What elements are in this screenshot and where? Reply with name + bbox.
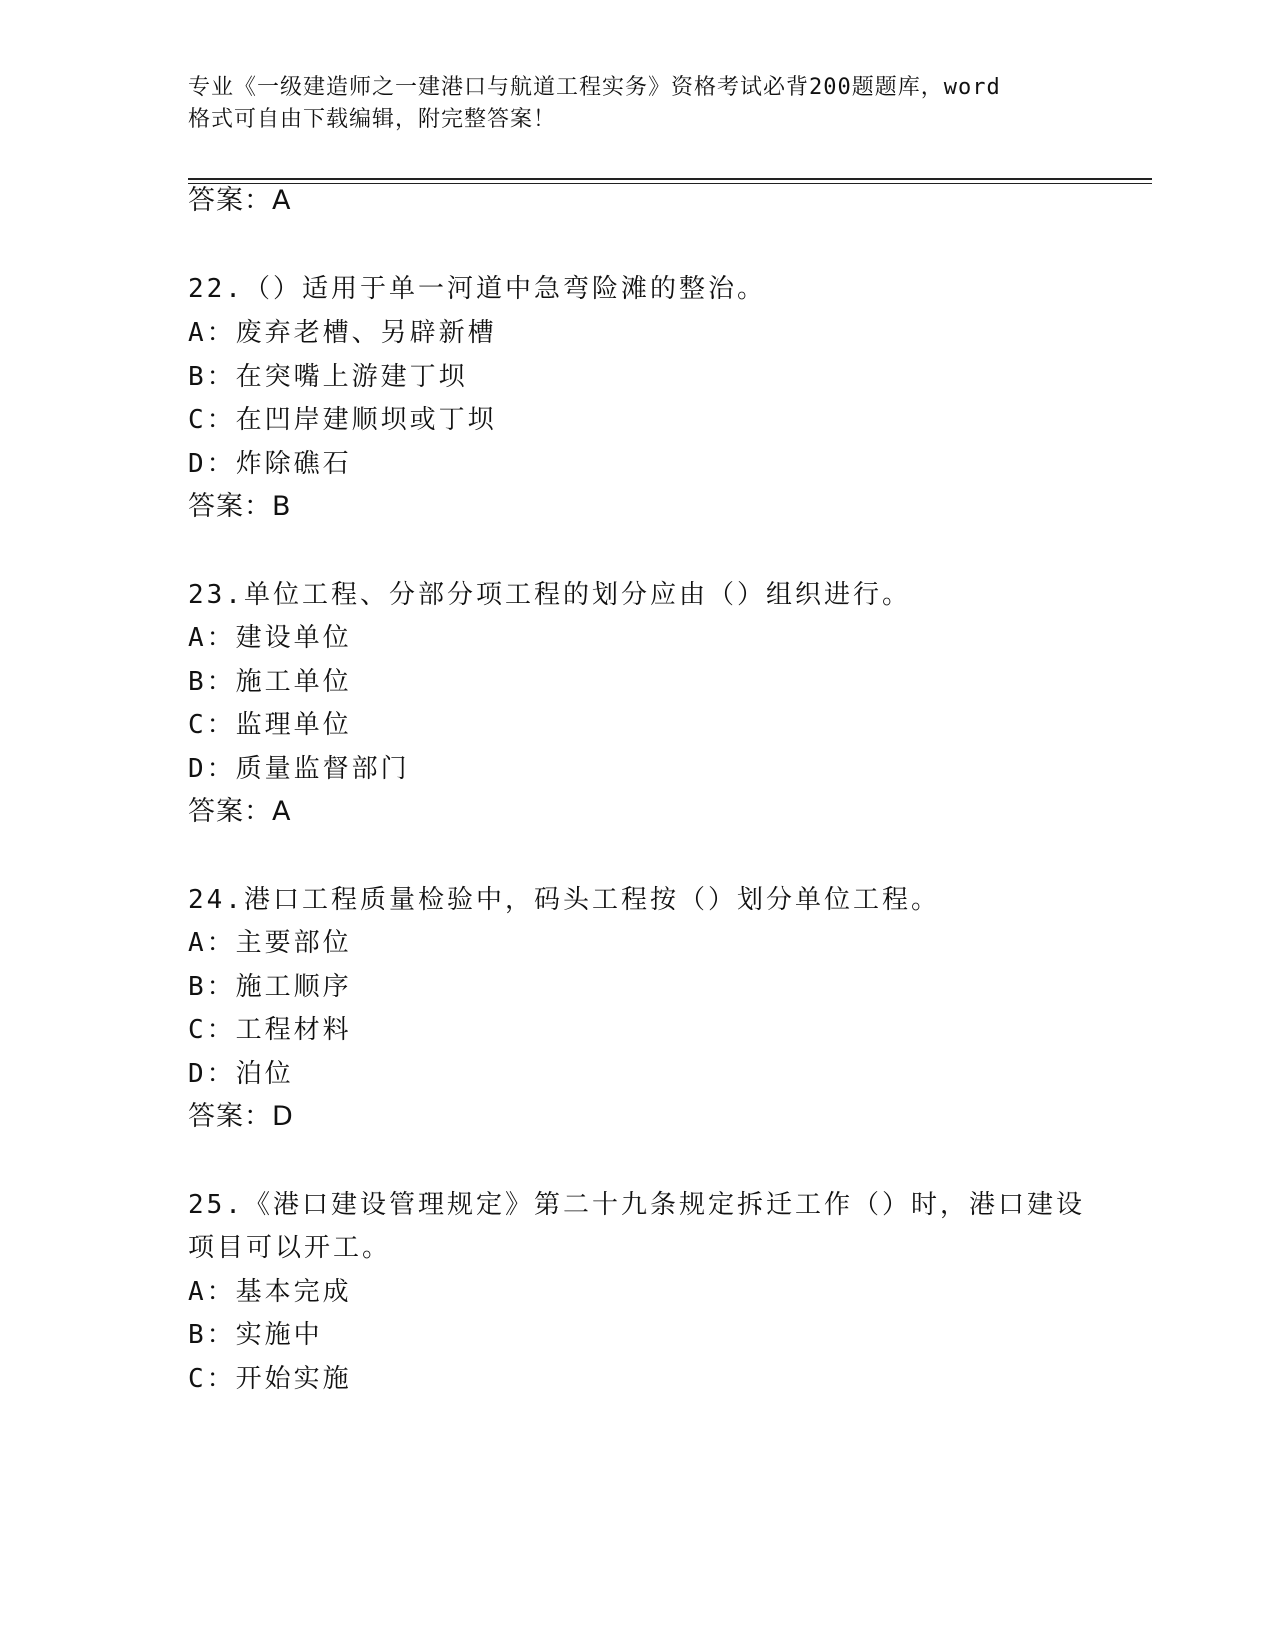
option-c: C：监理单位: [188, 710, 352, 740]
option-a: A：基本完成: [188, 1277, 352, 1307]
question-stem: 22.（）适用于单一河道中急弯险滩的整治。: [188, 274, 766, 304]
answer-line: 答案：A: [188, 185, 292, 216]
answer-line: 答案：A: [188, 796, 292, 827]
header-divider: [188, 178, 1152, 184]
option-a: A：主要部位: [188, 928, 352, 958]
option-c: C：在凹岸建顺坝或丁坝: [188, 405, 497, 435]
document-header: [188, 72, 1088, 136]
question-stem: 23.单位工程、分部分项工程的划分应由（）组织进行。: [188, 580, 911, 610]
option-c: C：工程材料: [188, 1015, 352, 1045]
answer-line: 答案：D: [188, 1101, 294, 1132]
header-title-line-1: 专业《一级建造师之一建港口与航道工程实务》资格考试必背200题题库，word: [188, 75, 1001, 100]
option-b: B：在突嘴上游建丁坝: [188, 362, 468, 392]
option-c: C：开始实施: [188, 1364, 352, 1394]
option-b: B：实施中: [188, 1320, 323, 1350]
option-d: D：泊位: [188, 1059, 294, 1089]
option-b: B：施工单位: [188, 667, 352, 697]
question-stem-line-2: 项目可以开工。: [188, 1233, 392, 1263]
option-d: D：炸除礁石: [188, 449, 352, 479]
question-stem-line-1: 25.《港口建设管理规定》第二十九条规定拆迁工作（）时，港口建设: [188, 1190, 1085, 1220]
question-stem: 24.港口工程质量检验中，码头工程按（）划分单位工程。: [188, 885, 940, 915]
header-title-line-2: 格式可自由下载编辑，附完整答案！: [188, 107, 557, 132]
answer-line: 答案：B: [188, 491, 292, 522]
option-d: D：质量监督部门: [188, 754, 410, 784]
option-a: A：废弃老槽、另辟新槽: [188, 318, 497, 348]
option-b: B：施工顺序: [188, 972, 352, 1002]
option-a: A：建设单位: [188, 623, 352, 653]
